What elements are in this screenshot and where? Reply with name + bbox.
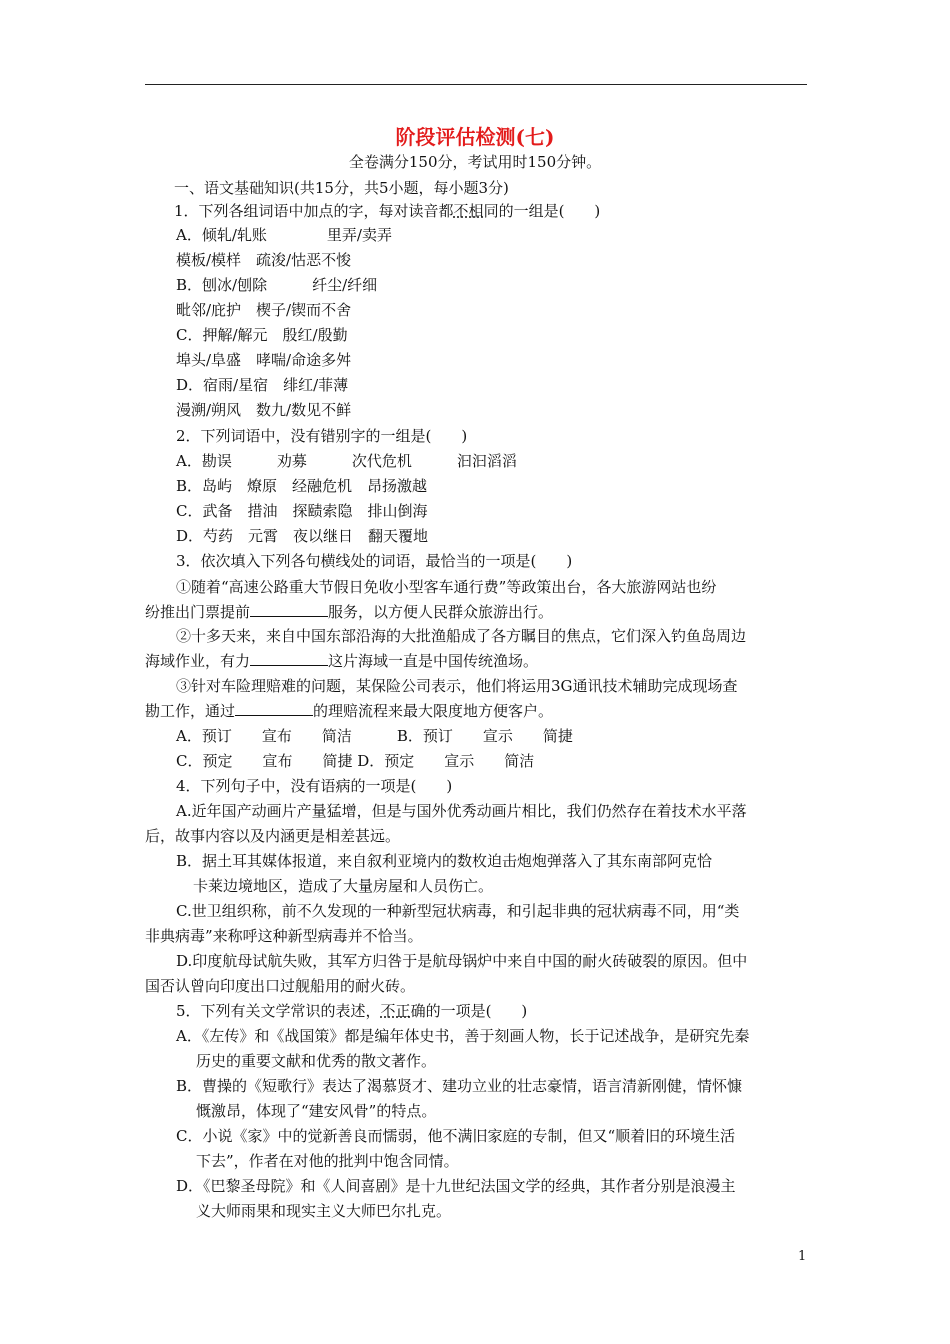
q1-stem-text: 1．下列各组词语中加点的字，每对读音都 <box>174 202 454 220</box>
page-title: 阶段评估检测(七) <box>395 125 555 149</box>
q5-stem-emphasis: 不正 <box>380 1002 411 1020</box>
q4-option-d-line2: 国否认曾向印度出口过舰船用的耐火砖。 <box>145 977 416 995</box>
q2-stem: 2．下列词语中，没有错别字的一组是( ) <box>176 427 468 445</box>
q2-option-b: B．岛屿 燎原 经融危机 昂扬激越 <box>176 477 428 495</box>
q1-stem-emphasis: 不相 <box>453 202 484 220</box>
q5-stem <box>176 1001 527 1021</box>
q3-options-cd: C．预定 宣布 简捷 D．预定 宣示 简洁 <box>176 752 535 770</box>
q3-sentence1-line2 <box>145 602 553 622</box>
q1-option-d-line1: D．宿雨/星宿 绯红/菲薄 <box>176 376 349 394</box>
q1-option-a-line2: 模板/模样 疏浚/怙恶不悛 <box>176 251 352 269</box>
q5-stem-text: 5．下列有关文学常识的表述， <box>176 1002 381 1020</box>
q3-s3-pre: 勘工作，通过 <box>145 702 236 720</box>
q1-option-d-line2: 漫溯/朔风 数九/数见不鲜 <box>176 401 352 419</box>
q2-option-d: D．芍药 元霄 夜以继日 翻天覆地 <box>176 527 429 545</box>
q5-option-d-line2: 义大师雨果和现实主义大师巴尔扎克。 <box>196 1202 452 1220</box>
q1-option-b-line2: 毗邻/庇护 楔子/锲而不舍 <box>176 301 352 319</box>
q3-sentence2-line2 <box>145 651 538 671</box>
q5-option-c-line2: 下去”，作者在对他的批判中饱含同情。 <box>196 1152 459 1170</box>
q1-option-a-line1: A．倾轧/轧账 里弄/卖弄 <box>176 226 392 244</box>
q4-option-a-line2: 后，故事内容以及内涵更是相差甚远。 <box>145 827 401 845</box>
q5-stem-text-end: 确的一项是( ) <box>410 1002 528 1020</box>
q3-sentence3-line1: ③针对车险理赔难的问题，某保险公司表示，他们将运用3G通讯技术辅助完成现场查 <box>176 677 738 695</box>
q1-option-b-line1: B．刨冰/刨除 纤尘/纤细 <box>176 276 378 294</box>
q3-s2-pre: 海域作业，有力 <box>145 652 251 670</box>
q2-option-a: A．勘误 劝募 次代危机 汩汩滔滔 <box>176 452 517 470</box>
q3-options-ab: A．预订 宣布 简洁 B．预订 宣示 简捷 <box>176 727 573 745</box>
q3-sentence3-line2 <box>145 701 553 721</box>
q3-blank-1 <box>250 602 328 617</box>
q4-option-a-line1: A.近年国产动画片产量猛增，但是与国外优秀动画片相比，我们仍然存在着技术水平落 <box>176 802 747 820</box>
q5-option-d-line1: D．《巴黎圣母院》和《人间喜剧》是十九世纪法国文学的经典，其作者分别是浪漫主 <box>176 1177 736 1195</box>
q4-stem: 4．下列句子中，没有语病的一项是( ) <box>176 777 453 795</box>
q5-option-b-line2: 慨激昂，体现了“建安风骨”的特点。 <box>196 1102 437 1120</box>
q3-s2-post: 这片海域一直是中国传统渔场。 <box>328 652 539 670</box>
exam-info: 全卷满分150分，考试用时150分钟。 <box>348 153 602 171</box>
q4-option-b-line2: 卡莱边境地区，造成了大量房屋和人员伤亡。 <box>193 877 494 895</box>
q2-option-c: C．武备 措油 探赜索隐 排山倒海 <box>176 502 428 520</box>
q3-s1-post: 服务，以方便人民群众旅游出行。 <box>328 603 554 621</box>
header-rule <box>145 84 807 85</box>
q1-stem <box>174 201 600 221</box>
q4-option-b-line1: B．据土耳其媒体报道，来自叙利亚境内的数枚迫击炮炮弹落入了其东南部阿克恰 <box>176 852 713 870</box>
q1-stem-text-end: 同的一组是( ) <box>483 202 601 220</box>
q3-blank-2 <box>250 651 328 666</box>
q3-stem: 3．依次填入下列各句横线处的词语，最恰当的一项是( ) <box>176 552 573 570</box>
q5-option-c-line1: C．小说《家》中的觉新善良而懦弱，他不满旧家庭的专制，但又“顺着旧的环境生活 <box>176 1127 736 1145</box>
q1-option-c-line2: 埠头/阜盛 哮喘/命途多舛 <box>176 351 352 369</box>
q3-blank-3 <box>235 701 313 716</box>
q3-s3-post: 的理赔流程来最大限度地方便客户。 <box>313 702 554 720</box>
q5-option-a-line2: 历史的重要文献和优秀的散文著作。 <box>196 1052 437 1070</box>
q4-option-c-line2: 非典病毒”来称呼这种新型病毒并不恰当。 <box>145 927 423 945</box>
q4-option-d-line1: D.印度航母试航失败，其军方归咎于是航母锅炉中来自中国的耐火砖破裂的原因。但中 <box>176 952 748 970</box>
section-heading: 一、语文基础知识(共15分，共5小题，每小题3分) <box>174 179 509 197</box>
q3-s1-pre: 纷推出门票提前 <box>145 603 251 621</box>
q3-sentence1-line1: ①随着“高速公路重大节假日免收小型客车通行费”等政策出台，各大旅游网站也纷 <box>176 578 717 596</box>
q4-option-c-line1: C.世卫组织称，前不久发现的一种新型冠状病毒，和引起非典的冠状病毒不同，用“类 <box>176 902 740 920</box>
q5-option-b-line1: B．曹操的《短歌行》表达了渴慕贤才、建功立业的壮志豪情，语言清新刚健，情怀慷 <box>176 1077 743 1095</box>
page-number: 1 <box>798 1249 807 1264</box>
q1-option-c-line1: C．押解/解元 殷红/殷勤 <box>176 326 348 344</box>
q5-option-a-line1: A．《左传》和《战国策》都是编年体史书，善于刻画人物，长于记述战争，是研究先秦 <box>176 1027 750 1045</box>
q3-sentence2-line1: ②十多天来，来自中国东部沿海的大批渔船成了各方瞩目的焦点，它们深入钓鱼岛周边 <box>176 627 747 645</box>
